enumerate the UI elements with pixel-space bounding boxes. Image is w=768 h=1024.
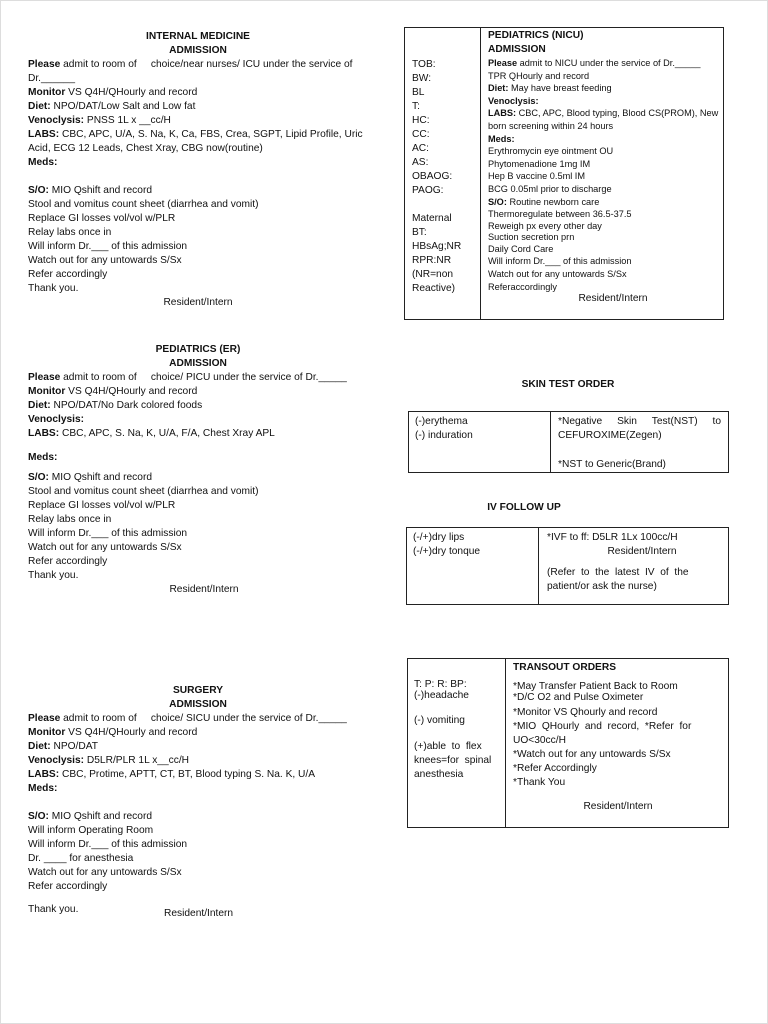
im-admit-text: admit to room of choice/near nurses/ ICU under the service of bbox=[60, 59, 353, 70]
per-diet-bold: Diet: bbox=[28, 400, 51, 411]
per-so-text: MIO Qshift and record bbox=[48, 472, 152, 483]
iv-right-line1: *IVF to ff: D5LR 1Lx 100cc/H bbox=[547, 532, 678, 543]
nicu-left-column bbox=[412, 58, 478, 296]
trans-item: *Refer Accordingly bbox=[513, 763, 597, 774]
nicu-line: Reweigh px every other day bbox=[488, 220, 602, 231]
iv-note: patient/or ask the nurse) bbox=[547, 581, 657, 592]
per-labs-text: CBC, APC, S. Na, K, U/A, F/A, Chest Xray APL bbox=[59, 428, 275, 439]
per-diet-text: NPO/DAT/No Dark colored foods bbox=[50, 400, 203, 411]
nicu-label: HC: bbox=[412, 115, 430, 126]
per-veno: Venoclysis: bbox=[28, 414, 85, 425]
pediatrics-er-order bbox=[28, 343, 368, 597]
surg-subtitle: ADMISSION bbox=[169, 699, 227, 710]
nicu-maternal: RPR:NR bbox=[412, 255, 452, 266]
nicu-label: OBAOG: bbox=[412, 171, 453, 182]
nicu-maternal: Reactive) bbox=[412, 283, 456, 294]
surg-veno-bold: Venoclysis: bbox=[28, 755, 85, 766]
surg-line: Will inform Operating Room bbox=[28, 825, 154, 836]
surg-line: Watch out for any untowards S/Sx bbox=[28, 867, 182, 878]
surg-admit-text: admit to room of choice/ SICU under the service of Dr._____ bbox=[60, 713, 347, 724]
transout-box bbox=[407, 658, 729, 828]
surg-line: Dr. ____ for anesthesia bbox=[28, 853, 134, 864]
nicu-label: CC: bbox=[412, 129, 430, 140]
per-so-bold: S/O: bbox=[28, 472, 49, 483]
im-diet-bold: Diet: bbox=[28, 101, 51, 112]
trans-item: *D/C O2 and Pulse Oximeter bbox=[513, 692, 644, 703]
surg-labs-text: CBC, Protime, APTT, CT, BT, Blood typing S. Na. K, U/A bbox=[59, 769, 316, 780]
internal-medicine-order bbox=[28, 30, 368, 310]
iv-left: (-/+)dry tonque bbox=[413, 546, 481, 557]
trans-left: T: P: R: BP: bbox=[414, 679, 467, 690]
nicu-label: BW: bbox=[412, 73, 432, 84]
trans-left: (+)able to flex bbox=[414, 741, 482, 752]
nicu-med: BCG 0.05ml prior to discharge bbox=[488, 183, 612, 194]
nicu-maternal: (NR=non bbox=[412, 269, 454, 280]
surg-diet-text: NPO/DAT bbox=[50, 741, 98, 752]
iv-note: (Refer to the latest IV of the bbox=[547, 567, 689, 578]
skin-left: (-)erythema bbox=[415, 416, 468, 427]
per-line: Watch out for any untowards S/Sx bbox=[28, 542, 182, 553]
trans-item: *May Transfer Patient Back to Room bbox=[513, 681, 678, 692]
im-so-text: MIO Qshift and record bbox=[48, 185, 152, 196]
im-so-bold: S/O: bbox=[28, 185, 49, 196]
nicu-line: Will inform Dr.___ of this admission bbox=[488, 256, 632, 267]
per-line: Relay labs once in bbox=[28, 514, 112, 525]
skin-test-title: SKIN TEST ORDER bbox=[521, 379, 615, 390]
iv-signature: Resident/Intern bbox=[607, 546, 677, 557]
surg-line: Will inform Dr.___ of this admission bbox=[28, 839, 188, 850]
skin-test-box bbox=[408, 411, 729, 473]
iv-box bbox=[406, 527, 729, 605]
nicu-order-box bbox=[404, 27, 724, 320]
nicu-med: Phytomenadione 1mg IM bbox=[488, 158, 591, 169]
skin-right-word: Test(NST) bbox=[651, 416, 698, 427]
im-subtitle: ADMISSION bbox=[169, 45, 227, 56]
nicu-title: PEDIATRICS (NICU) bbox=[488, 30, 584, 41]
nicu-med: Erythromycin eye ointment OU bbox=[488, 146, 614, 157]
skin-right-word: Skin bbox=[617, 416, 637, 427]
nicu-admit-text: admit to NICU under the service of Dr._____ bbox=[517, 58, 701, 68]
im-signature: Resident/Intern bbox=[163, 297, 233, 308]
trans-left: anesthesia bbox=[414, 769, 464, 780]
per-meds: Meds: bbox=[28, 452, 58, 463]
per-line: Refer accordingly bbox=[28, 556, 108, 567]
im-line: Stool and vomitus count sheet (diarrhea and vomit) bbox=[28, 199, 259, 210]
nicu-label: TOB: bbox=[412, 59, 436, 70]
nicu-diet-text: May have breast feeding bbox=[508, 83, 612, 94]
nicu-signature: Resident/Intern bbox=[578, 293, 648, 305]
im-diet-text: NPO/DAT/Low Salt and Low fat bbox=[50, 101, 196, 112]
per-labs-bold: LABS: bbox=[28, 428, 60, 439]
nicu-labs-text: CBC, APC, Blood typing, Blood CS(PROM), New bbox=[516, 108, 719, 119]
iv-left: (-/+)dry lips bbox=[413, 532, 465, 543]
im-line: Replace GI losses vol/vol w/PLR bbox=[28, 213, 176, 224]
iv-title: IV FOLLOW UP bbox=[487, 502, 561, 513]
surg-admit-bold: Please bbox=[28, 713, 61, 724]
surg-signature: Resident/Intern bbox=[164, 908, 234, 919]
per-subtitle: ADMISSION bbox=[169, 358, 227, 369]
nicu-diet-bold: Diet: bbox=[488, 83, 509, 94]
nicu-so-bold: S/O: bbox=[488, 196, 507, 207]
surg-so-text: MIO Qshift and record bbox=[48, 811, 152, 822]
nicu-maternal: Maternal bbox=[412, 213, 452, 224]
per-line: Stool and vomitus count sheet (diarrhea and vomit) bbox=[28, 486, 259, 497]
surgery-order bbox=[28, 684, 368, 917]
surg-thanks: Thank you. bbox=[28, 904, 79, 915]
skin-right-word: *Negative bbox=[558, 416, 603, 427]
im-admit-bold: Please bbox=[28, 59, 61, 70]
nicu-subtitle: ADMISSION bbox=[488, 44, 546, 55]
surg-so-bold: S/O: bbox=[28, 811, 49, 822]
im-title: INTERNAL MEDICINE bbox=[146, 31, 250, 42]
nicu-maternal: HBsAg;NR bbox=[412, 241, 462, 252]
surg-labs-bold: LABS: bbox=[28, 769, 60, 780]
nicu-line: Watch out for any untowards S/Sx bbox=[488, 268, 627, 279]
im-line: Refer accordingly bbox=[28, 269, 108, 280]
nicu-label: T: bbox=[412, 101, 420, 112]
im-monitor-text: VS Q4H/QHourly and record bbox=[65, 87, 198, 98]
skin-right-line3: *NST to Generic(Brand) bbox=[558, 459, 666, 470]
nicu-maternal: BT: bbox=[412, 227, 427, 238]
nicu-line: Thermoregulate between 36.5-37.5 bbox=[488, 209, 632, 220]
nicu-line: Daily Cord Care bbox=[488, 243, 554, 254]
per-title: PEDIATRICS (ER) bbox=[155, 344, 241, 355]
surg-diet-bold: Diet: bbox=[28, 741, 51, 752]
nicu-admit-bold: Please bbox=[488, 58, 518, 68]
nicu-line: Referaccordingly bbox=[488, 281, 557, 292]
nicu-labs-bold: LABS: bbox=[488, 108, 517, 119]
im-meds: Meds: bbox=[28, 157, 58, 168]
trans-item: *Thank You bbox=[513, 777, 566, 788]
trans-left: knees=for spinal bbox=[414, 755, 492, 766]
trans-item: *Monitor VS Qhourly and record bbox=[513, 707, 658, 718]
im-monitor-bold: Monitor bbox=[28, 87, 66, 98]
im-labs-line2: Acid, ECG 12 Leads, Chest Xray, CBG now(routine) bbox=[28, 143, 263, 154]
per-admit-bold: Please bbox=[28, 372, 61, 383]
nicu-tpr: TPR QHourly and record bbox=[488, 70, 590, 81]
im-dr-line: Dr.______ bbox=[28, 73, 76, 84]
trans-item: *Watch out for any untowards S/Sx bbox=[513, 749, 671, 760]
im-veno-bold: Venoclysis: bbox=[28, 115, 85, 126]
nicu-veno: Venoclysis: bbox=[488, 95, 539, 106]
nicu-meds: Meds: bbox=[488, 133, 515, 144]
surg-line: Refer accordingly bbox=[28, 881, 108, 892]
im-labs-text: CBC, APC, U/A, S. Na, K, Ca, FBS, Crea, SGPT, Lipid Profile, Uric bbox=[59, 129, 363, 140]
im-veno-text: PNSS 1L x __cc/H bbox=[84, 115, 171, 126]
per-line: Replace GI losses vol/vol w/PLR bbox=[28, 500, 176, 511]
per-monitor-bold: Monitor bbox=[28, 386, 66, 397]
im-labs-bold: LABS: bbox=[28, 129, 60, 140]
trans-left: (-) vomiting bbox=[414, 715, 465, 726]
per-monitor-text: VS Q4H/QHourly and record bbox=[65, 386, 198, 397]
im-line: Will inform Dr.___ of this admission bbox=[28, 241, 188, 252]
nicu-label: PAOG: bbox=[412, 185, 444, 196]
nicu-label: AC: bbox=[412, 143, 429, 154]
per-signature: Resident/Intern bbox=[169, 584, 239, 595]
im-line: Watch out for any untowards S/Sx bbox=[28, 255, 182, 266]
trans-item: *MIO QHourly and record, *Refer for bbox=[513, 721, 692, 732]
surg-veno-text: D5LR/PLR 1L x__cc/H bbox=[84, 755, 190, 766]
nicu-so-text: Routine newborn care bbox=[506, 196, 600, 207]
surg-monitor-bold: Monitor bbox=[28, 727, 66, 738]
trans-left: (-)headache bbox=[414, 690, 469, 701]
nicu-line: Suction secretion prn bbox=[488, 231, 575, 242]
trans-title: TRANSOUT ORDERS bbox=[513, 662, 617, 673]
per-line: Thank you. bbox=[28, 570, 79, 581]
nicu-label: BL bbox=[412, 87, 425, 98]
trans-signature: Resident/Intern bbox=[583, 801, 653, 812]
skin-right-line2: CEFUROXIME(Zegen) bbox=[558, 430, 662, 441]
nicu-labs-line2: born screening within 24 hours bbox=[488, 120, 614, 131]
skin-left: (-) induration bbox=[415, 430, 473, 441]
surg-title: SURGERY bbox=[172, 685, 223, 696]
im-line: Relay labs once in bbox=[28, 227, 112, 238]
surg-monitor-text: VS Q4H/QHourly and record bbox=[65, 727, 198, 738]
nicu-right-column bbox=[488, 29, 718, 306]
per-admit-text: admit to room of choice/ PICU under the service of Dr._____ bbox=[60, 372, 347, 383]
im-line: Thank you. bbox=[28, 283, 79, 294]
skin-right-word: to bbox=[712, 416, 721, 427]
nicu-label: AS: bbox=[412, 157, 429, 168]
per-line: Will inform Dr.___ of this admission bbox=[28, 528, 188, 539]
trans-item: UO<30cc/H bbox=[513, 735, 566, 746]
surg-meds: Meds: bbox=[28, 783, 58, 794]
nicu-med: Hep B vaccine 0.5ml IM bbox=[488, 171, 586, 182]
